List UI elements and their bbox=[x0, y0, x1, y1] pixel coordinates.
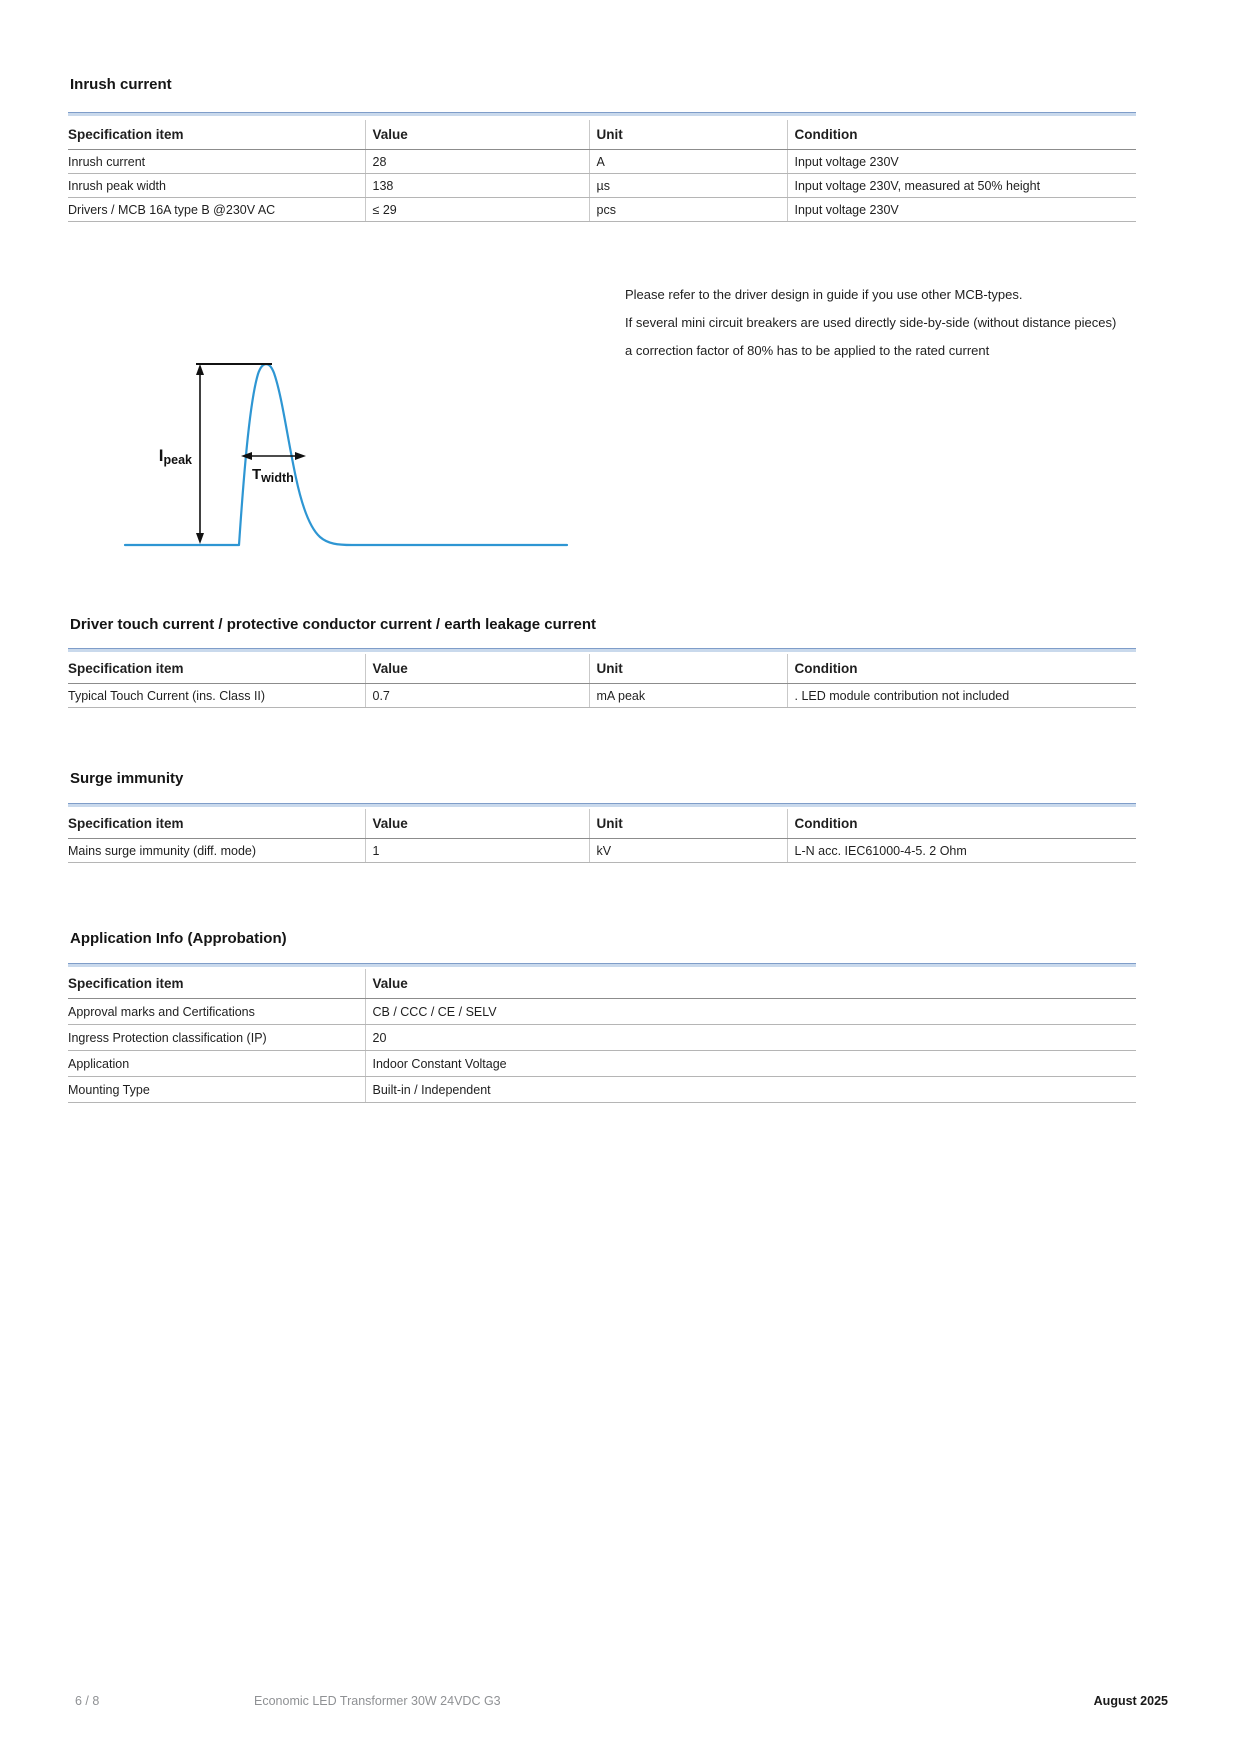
section-rule bbox=[68, 112, 1136, 116]
ipeak-label: Ipeak bbox=[158, 446, 192, 467]
header-cell: Specification item bbox=[68, 654, 365, 684]
table-header-row bbox=[68, 654, 1136, 684]
note-line: If several mini circuit breakers are used directly side-by-side (without distance pieces) bbox=[625, 315, 1117, 330]
header-cell: Value bbox=[365, 969, 1136, 999]
twidth-label: $T_{width}$ bbox=[252, 466, 294, 485]
header-cell: Value bbox=[365, 654, 589, 684]
cell-condition: L-N acc. IEC61000-4-5. 2 Ohm bbox=[787, 839, 1136, 863]
cell-value: Built-in / Independent bbox=[365, 1077, 1136, 1103]
table-row bbox=[68, 999, 1136, 1025]
table-header-row bbox=[68, 969, 1136, 999]
section-rule bbox=[68, 963, 1136, 967]
section-title-driver-touch-current: Driver touch current / protective conductor current / earth leakage current bbox=[70, 616, 596, 633]
cell-value: Indoor Constant Voltage bbox=[365, 1051, 1136, 1077]
header-cell: Value bbox=[365, 809, 589, 839]
cell-condition: Input voltage 230V bbox=[787, 198, 1136, 222]
cell-unit: pcs bbox=[589, 198, 787, 222]
mcb-notes bbox=[625, 281, 1145, 365]
cell-spec-item: Drivers / MCB 16A type B @230V AC bbox=[68, 198, 365, 222]
header-cell: Condition bbox=[787, 120, 1136, 150]
table-row bbox=[68, 1025, 1136, 1051]
header-cell: Unit bbox=[589, 809, 787, 839]
footer-date: August 2025 bbox=[1093, 1694, 1168, 1708]
cell-spec-item: Ingress Protection classification (IP) bbox=[68, 1025, 365, 1051]
section-rule bbox=[68, 803, 1136, 807]
header-cell: Condition bbox=[787, 654, 1136, 684]
section-title-surge-immunity: Surge immunity bbox=[70, 770, 184, 787]
ipeak-arrow bbox=[196, 364, 204, 544]
note-line: a correction factor of 80% has to be applied to the rated current bbox=[625, 343, 990, 358]
section-rule bbox=[68, 648, 1136, 652]
table-row bbox=[68, 174, 1136, 198]
application-info-table bbox=[68, 969, 1136, 1103]
cell-value: 28 bbox=[365, 150, 589, 174]
cell-spec-item: Approval marks and Certifications bbox=[68, 999, 365, 1025]
cell-value: 20 bbox=[365, 1025, 1136, 1051]
cell-value: 1 bbox=[365, 839, 589, 863]
surge-immunity-table bbox=[68, 809, 1136, 863]
table-row bbox=[68, 198, 1136, 222]
table-row bbox=[68, 684, 1136, 708]
twidth-arrow bbox=[241, 452, 306, 460]
cell-spec-item: Inrush current bbox=[68, 150, 365, 174]
page-number: 6 / 8 bbox=[75, 1694, 100, 1708]
driver-touch-current-table bbox=[68, 654, 1136, 708]
header-cell: Unit bbox=[589, 654, 787, 684]
note-line: Please refer to the driver design in guide if you use other MCB-types. bbox=[625, 287, 1023, 302]
cell-value: 138 bbox=[365, 174, 589, 198]
table-row bbox=[68, 839, 1136, 863]
section-title-inrush-current: Inrush current bbox=[70, 76, 172, 93]
table-row bbox=[68, 1051, 1136, 1077]
header-cell: Specification item bbox=[68, 809, 365, 839]
table-header-row bbox=[68, 809, 1136, 839]
cell-unit: µs bbox=[589, 174, 787, 198]
table-row bbox=[68, 1077, 1136, 1103]
cell-unit: kV bbox=[589, 839, 787, 863]
cell-value: 0.7 bbox=[365, 684, 589, 708]
table-row bbox=[68, 150, 1136, 174]
section-title-application-info: Application Info (Approbation) bbox=[70, 930, 287, 947]
header-cell: Specification item bbox=[68, 120, 365, 150]
inrush-pulse-figure bbox=[112, 316, 582, 566]
cell-condition: Input voltage 230V bbox=[787, 150, 1136, 174]
header-cell: Condition bbox=[787, 809, 1136, 839]
cell-spec-item: Inrush peak width bbox=[68, 174, 365, 198]
inrush-current-table bbox=[68, 120, 1136, 222]
cell-unit: A bbox=[589, 150, 787, 174]
cell-unit: mA peak bbox=[589, 684, 787, 708]
cell-spec-item: Application bbox=[68, 1051, 365, 1077]
cell-value: CB / CCC / CE / SELV bbox=[365, 999, 1136, 1025]
header-cell: Unit bbox=[589, 120, 787, 150]
cell-condition: Input voltage 230V, measured at 50% height bbox=[787, 174, 1136, 198]
cell-spec-item: Typical Touch Current (ins. Class II) bbox=[68, 684, 365, 708]
cell-spec-item: Mounting Type bbox=[68, 1077, 365, 1103]
header-cell: Value bbox=[365, 120, 589, 150]
cell-spec-item: Mains surge immunity (diff. mode) bbox=[68, 839, 365, 863]
cell-condition: . LED module contribution not included bbox=[787, 684, 1136, 708]
cell-value: ≤ 29 bbox=[365, 198, 589, 222]
table-header-row bbox=[68, 120, 1136, 150]
footer-doc-title: Economic LED Transformer 30W 24VDC G3 bbox=[254, 1694, 501, 1708]
header-cell: Specification item bbox=[68, 969, 365, 999]
